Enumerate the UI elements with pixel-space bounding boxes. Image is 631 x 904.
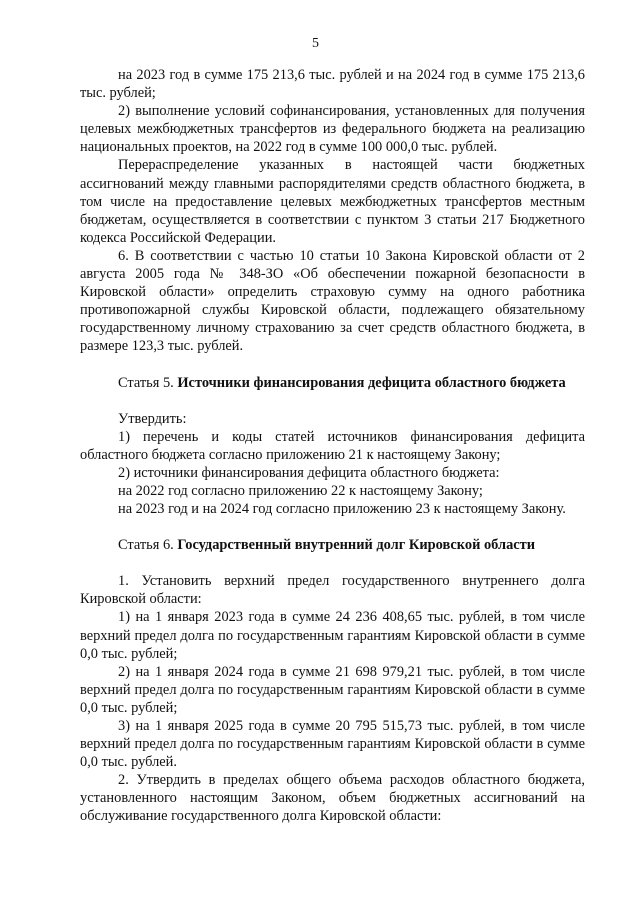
article-6-limit-2025: 3) на 1 января 2025 года в сумме 20 795 515,73 тыс. рублей, в том числе верхний предел долга по государственным гарантиям Кировской области в сумме 0,0 тыс. рублей. — [80, 718, 585, 771]
article-6-prefix: Статья 6. — [118, 537, 174, 554]
paragraph-redistribution: Перераспределение указанных в настоящей части бюджетных ассигнований между главными распорядителями средств областного бюджета, в том числе на предоставление целевых межбюджетных трансфертов местным бюджетам, осуществляется в соответствии с пунктом 3 статьи 217 Бюджетного кодекса Российской Федерации. — [80, 157, 585, 246]
article-6-clause-1: 1. Установить верхний предел государственного внутреннего долга Кировской области: — [80, 573, 585, 608]
article-5-item-2-2022: на 2022 год согласно приложению 22 к настоящему Закону; — [118, 482, 483, 499]
article-6-title: Государственный внутренний долг Кировской области — [177, 537, 536, 554]
article-5-heading — [80, 374, 585, 392]
article-5-title: Источники финансирования дефицита областного бюджета — [177, 374, 566, 391]
paragraph-cofinancing: 2) выполнение условий софинансирования, установленных для получения целевых межбюджетных трансфертов из федерального бюджета на реализацию национальных проектов, на 2022 год в сумме 100 000,0 тыс. рублей. — [80, 103, 585, 156]
article-5-item-1: 1) перечень и коды статей источников финансирования дефицита областного бюджета согласно приложению 21 к настоящему Закону; — [80, 428, 585, 463]
article-6-clause-2: 2. Утвердить в пределах общего объема расходов областного бюджета, установленного настоящим Законом, объем бюджетных ассигнований на обслуживание государственного долга Кировской области: — [80, 772, 585, 825]
article-6-limit-2023: 1) на 1 января 2023 года в сумме 24 236 408,65 тыс. рублей, в том числе верхний предел долга по государственным гарантиям Кировской области в сумме 0,0 тыс. рублей; — [80, 609, 585, 662]
paragraph-fire-safety: 6. В соответствии с частью 10 статьи 10 Закона Кировской области от 2 августа 2005 года № 348-ЗО «Об обеспечении пожарной безопасности в Кировской области» определить страховую сумму на одного работника противопожарной службы Кировской области, подлежащего обязательному государственному личному страхованию за счет средств областного бюджета, в размере 123,3 тыс. рублей. — [80, 247, 585, 355]
article-5-item-2-2023-2024: на 2023 год и на 2024 год согласно приложению 23 к настоящему Закону. — [118, 501, 566, 518]
article-6-heading — [80, 536, 585, 554]
article-5-item-2: 2) источники финансирования дефицита областного бюджета: — [118, 464, 500, 481]
article-5-prefix: Статья 5. — [118, 374, 174, 391]
paragraph-continuation: на 2023 год в сумме 175 213,6 тыс. рублей и на 2024 год в сумме 175 213,6 тыс. рублей; — [80, 67, 585, 102]
document-body — [80, 66, 585, 826]
page-number: 5 — [312, 36, 319, 51]
article-5-approve: Утвердить: — [118, 410, 187, 427]
article-6-limit-2024: 2) на 1 января 2024 года в сумме 21 698 979,21 тыс. рублей, в том числе верхний предел долга по государственным гарантиям Кировской области в сумме 0,0 тыс. рублей; — [80, 663, 585, 716]
